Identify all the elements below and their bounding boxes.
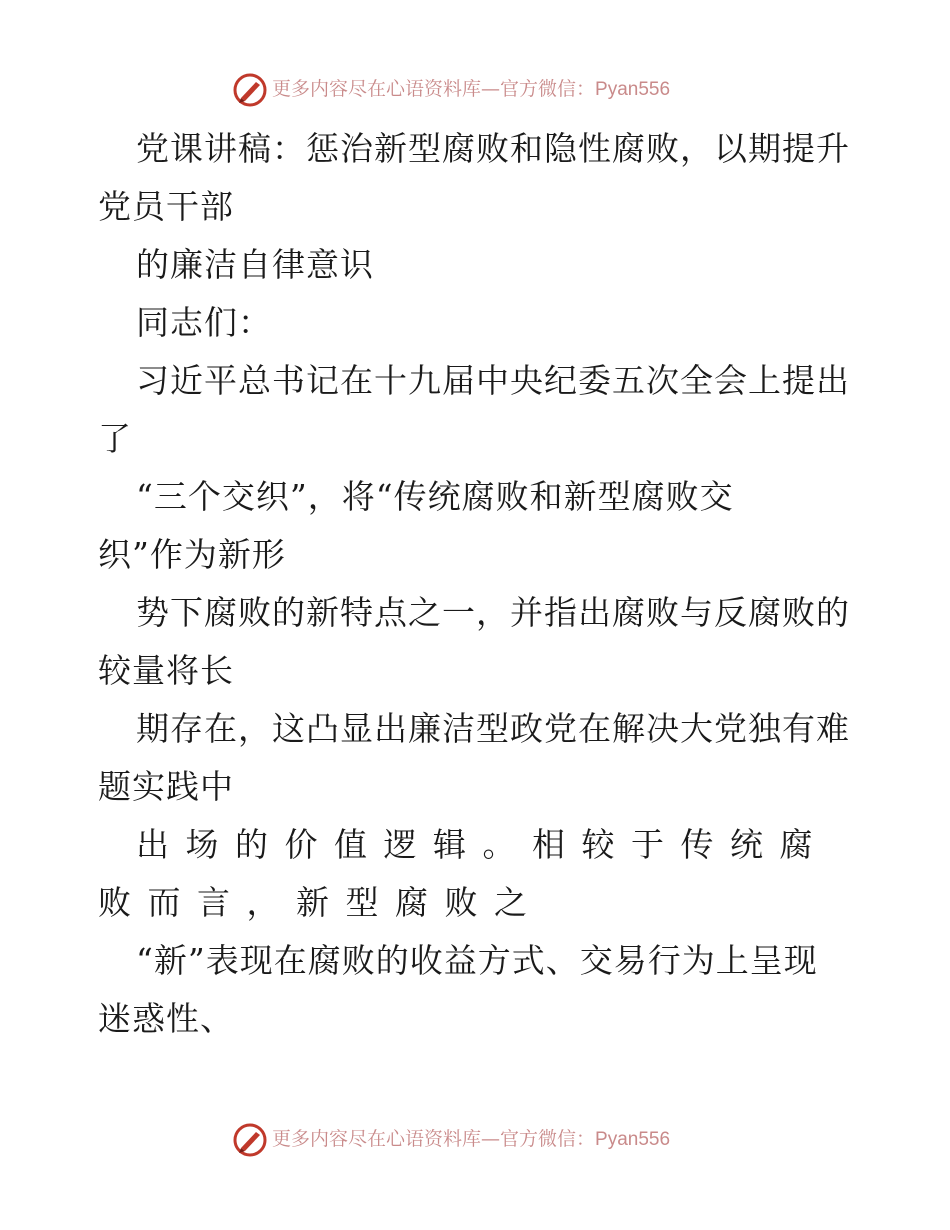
footer-banner-text: 更多内容尽在心语资料库—官方微信：Pyan556 — [272, 1128, 671, 1150]
paragraph-line: 出场的价值逻辑。相较于传统腐 — [136, 825, 829, 864]
paragraph-line: 败而言，新型腐败之 — [98, 883, 544, 922]
title-line-3: 的廉洁自律意识 — [136, 245, 374, 284]
paragraph-line: 题实践中 — [98, 767, 234, 806]
title-line-2: 党员干部 — [98, 187, 234, 226]
header-wechat-id: Pyan556 — [595, 79, 671, 100]
paragraph-line: 织”作为新形 — [98, 535, 286, 574]
paragraph-line: 了 — [98, 419, 132, 458]
salutation: 同志们： — [136, 303, 272, 342]
pen-logo-icon — [232, 72, 268, 108]
footer-wechat-id: Pyan556 — [595, 1129, 671, 1150]
paragraph-line: 期存在，这凸显出廉洁型政党在解决大党独有难 — [136, 709, 850, 748]
paragraph-line: 势下腐败的新特点之一，并指出腐败与反腐败的 — [136, 593, 850, 632]
paragraph-line: 较量将长 — [98, 651, 234, 690]
header-banner-text: 更多内容尽在心语资料库—官方微信：Pyan556 — [272, 78, 671, 100]
header-banner — [0, 70, 950, 110]
pen-logo-icon — [232, 1122, 268, 1158]
footer-banner — [0, 1120, 950, 1160]
paragraph-line: 习近平总书记在十九届中央纪委五次全会上提出 — [136, 361, 850, 400]
paragraph-line: “三个交织”，将“传统腐败和新型腐败交 — [136, 477, 734, 516]
title-line-1: 党课讲稿：惩治新型腐败和隐性腐败，以期提升 — [136, 129, 850, 168]
paragraph-line: 迷惑性、 — [98, 999, 234, 1038]
paragraph-line: “新”表现在腐败的收益方式、交易行为上呈现 — [136, 941, 818, 980]
